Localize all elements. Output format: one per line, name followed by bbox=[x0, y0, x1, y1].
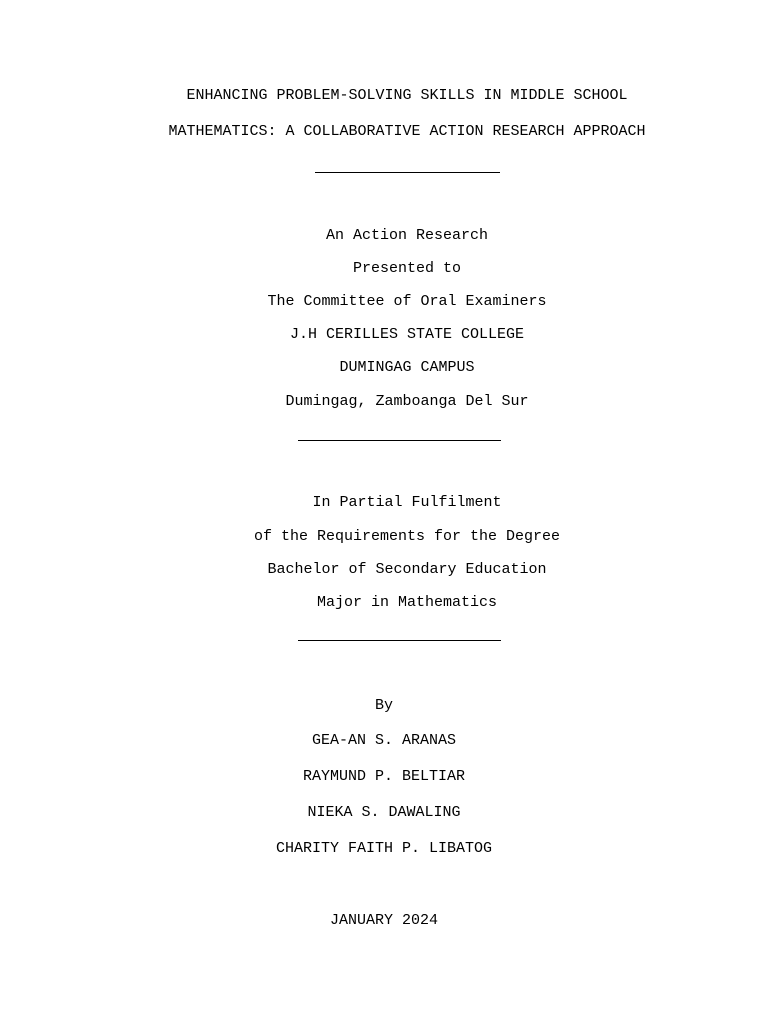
submission-date: JANUARY 2024 bbox=[329, 912, 439, 929]
divider-3 bbox=[298, 640, 501, 641]
title-line-2: MATHEMATICS: A COLLABORATIVE ACTION RESEARCH APPROACH bbox=[168, 123, 646, 140]
divider-2 bbox=[298, 440, 501, 441]
fulfilment-line-1: In Partial Fulfilment bbox=[312, 494, 502, 511]
author-name: RAYMUND P. BELTIAR bbox=[302, 768, 466, 785]
presentation-line-3: The Committee of Oral Examiners bbox=[267, 293, 547, 310]
campus-name: DUMINGAG CAMPUS bbox=[339, 359, 475, 376]
presentation-line-1: An Action Research bbox=[325, 227, 489, 244]
institution-name: J.H CERILLES STATE COLLEGE bbox=[289, 326, 525, 343]
title-line-1: ENHANCING PROBLEM-SOLVING SKILLS IN MIDDLE SCHOOL bbox=[186, 87, 628, 104]
presentation-line-2: Presented to bbox=[352, 260, 462, 277]
degree-major: Major in Mathematics bbox=[316, 594, 498, 611]
fulfilment-line-2: of the Requirements for the Degree bbox=[253, 528, 561, 545]
author-name: CHARITY FAITH P. LIBATOG bbox=[275, 840, 493, 857]
degree-name: Bachelor of Secondary Education bbox=[267, 561, 547, 578]
by-label: By bbox=[374, 697, 393, 714]
author-name: NIEKA S. DAWALING bbox=[307, 804, 461, 821]
campus-location: Dumingag, Zamboanga Del Sur bbox=[285, 393, 529, 410]
author-name: GEA-AN S. ARANAS bbox=[311, 732, 457, 749]
divider-1 bbox=[315, 172, 500, 173]
